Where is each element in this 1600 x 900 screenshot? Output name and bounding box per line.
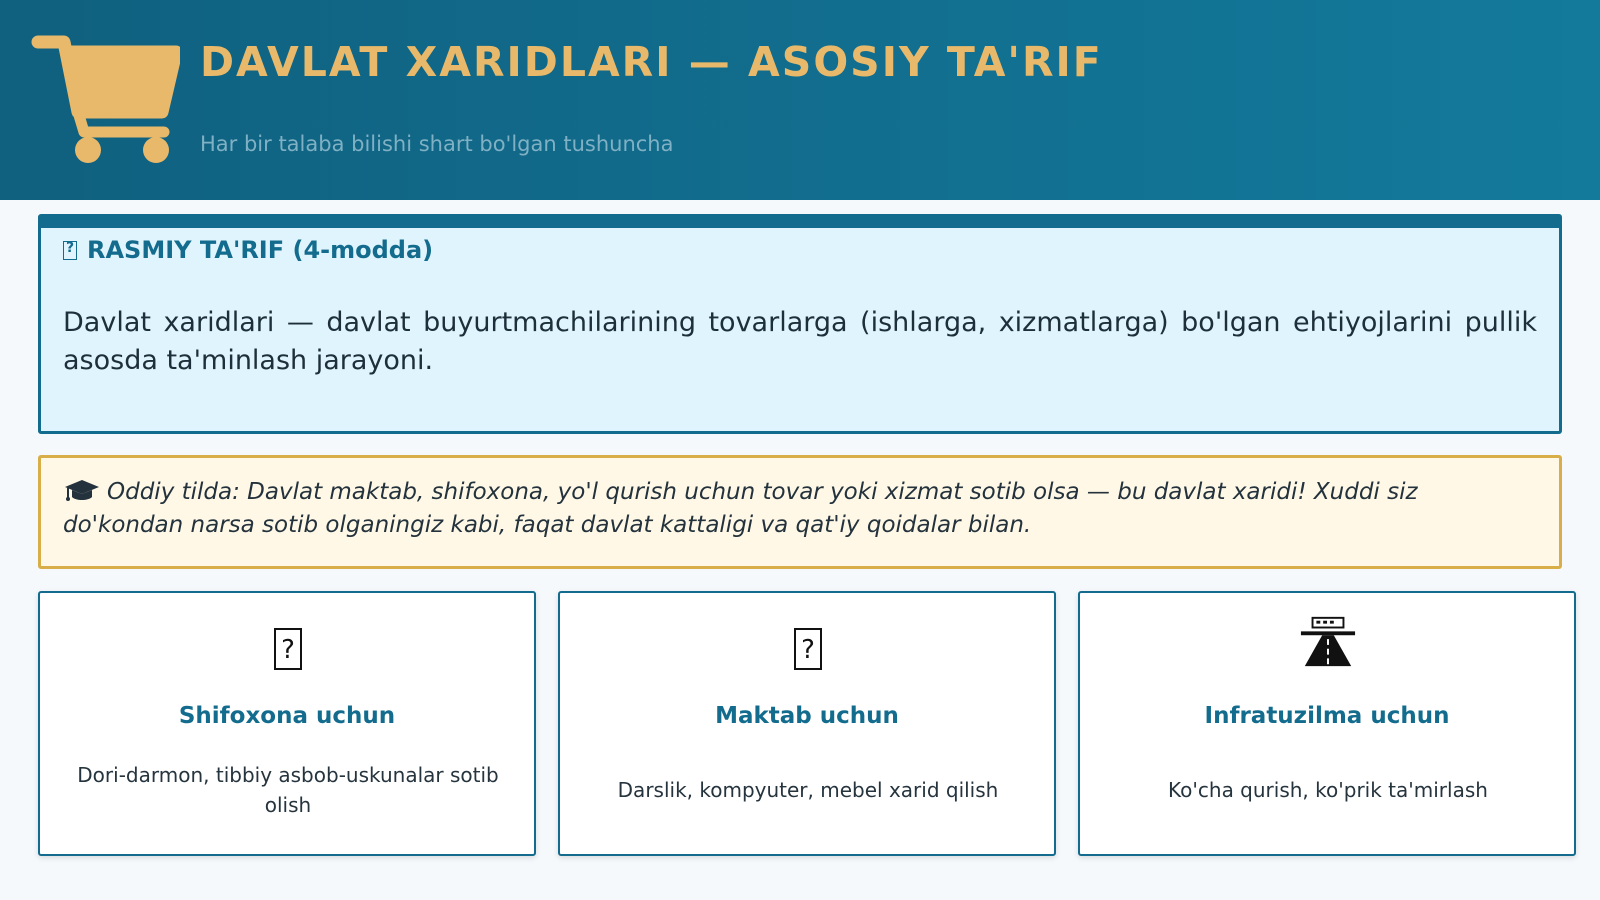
page-header: [0, 0, 1600, 200]
graduation-cap-icon: [63, 478, 101, 504]
page-subtitle: Har bir talaba bilishi shart bo'lgan tushuncha: [200, 132, 674, 156]
definition-heading: [63, 236, 433, 264]
definition-text: Davlat xaridlari — davlat buyurtmachilarining tovarlarga (ishlarga, xizmatlarga) bo'lgan ehtiyojlarini pullik asosda ta'minlash jarayoni.: [63, 307, 1537, 376]
hospital-icon: [264, 625, 312, 673]
road-icon: [1299, 615, 1357, 669]
card-infrastructure: [1078, 591, 1576, 856]
simple-explanation-text: Oddiy tilda: Davlat maktab, shifoxona, yo'l qurish uchun tovar yoki xizmat sotib olsa — bu davlat xaridi! Xuddi siz do'kondan narsa sotib olganingiz kabi, faqat davlat kattaligi va qat'iy qoidalar bilan.: [63, 479, 1418, 538]
document-icon: [63, 241, 77, 260]
school-icon: [784, 625, 832, 673]
card-title: Maktab uchun: [715, 703, 899, 729]
simple-explanation: [63, 476, 1533, 542]
card-description: Darslik, kompyuter, mebel xarid qilish: [617, 778, 999, 802]
card-hospital: [38, 591, 536, 856]
shopping-cart-icon: [30, 30, 180, 165]
card-school: [558, 591, 1056, 856]
simple-explanation-box: [38, 455, 1562, 569]
definition-box: [38, 214, 1562, 434]
svg-text:?: ?: [801, 635, 815, 665]
card-title: Shifoxona uchun: [178, 703, 396, 729]
card-title: Infratuzilma uchun: [1204, 703, 1450, 729]
card-description: Dori-darmon, tibbiy asbob-uskunalar sotib olish: [77, 763, 499, 817]
definition-heading-text: RASMIY TA'RIF (4-modda): [87, 236, 434, 264]
svg-text:?: ?: [281, 635, 295, 665]
page-title: DAVLAT XARIDLARI — ASOSIY TA'RIF: [200, 38, 1103, 86]
card-description: Ko'cha qurish, ko'prik ta'mirlash: [1168, 778, 1488, 802]
